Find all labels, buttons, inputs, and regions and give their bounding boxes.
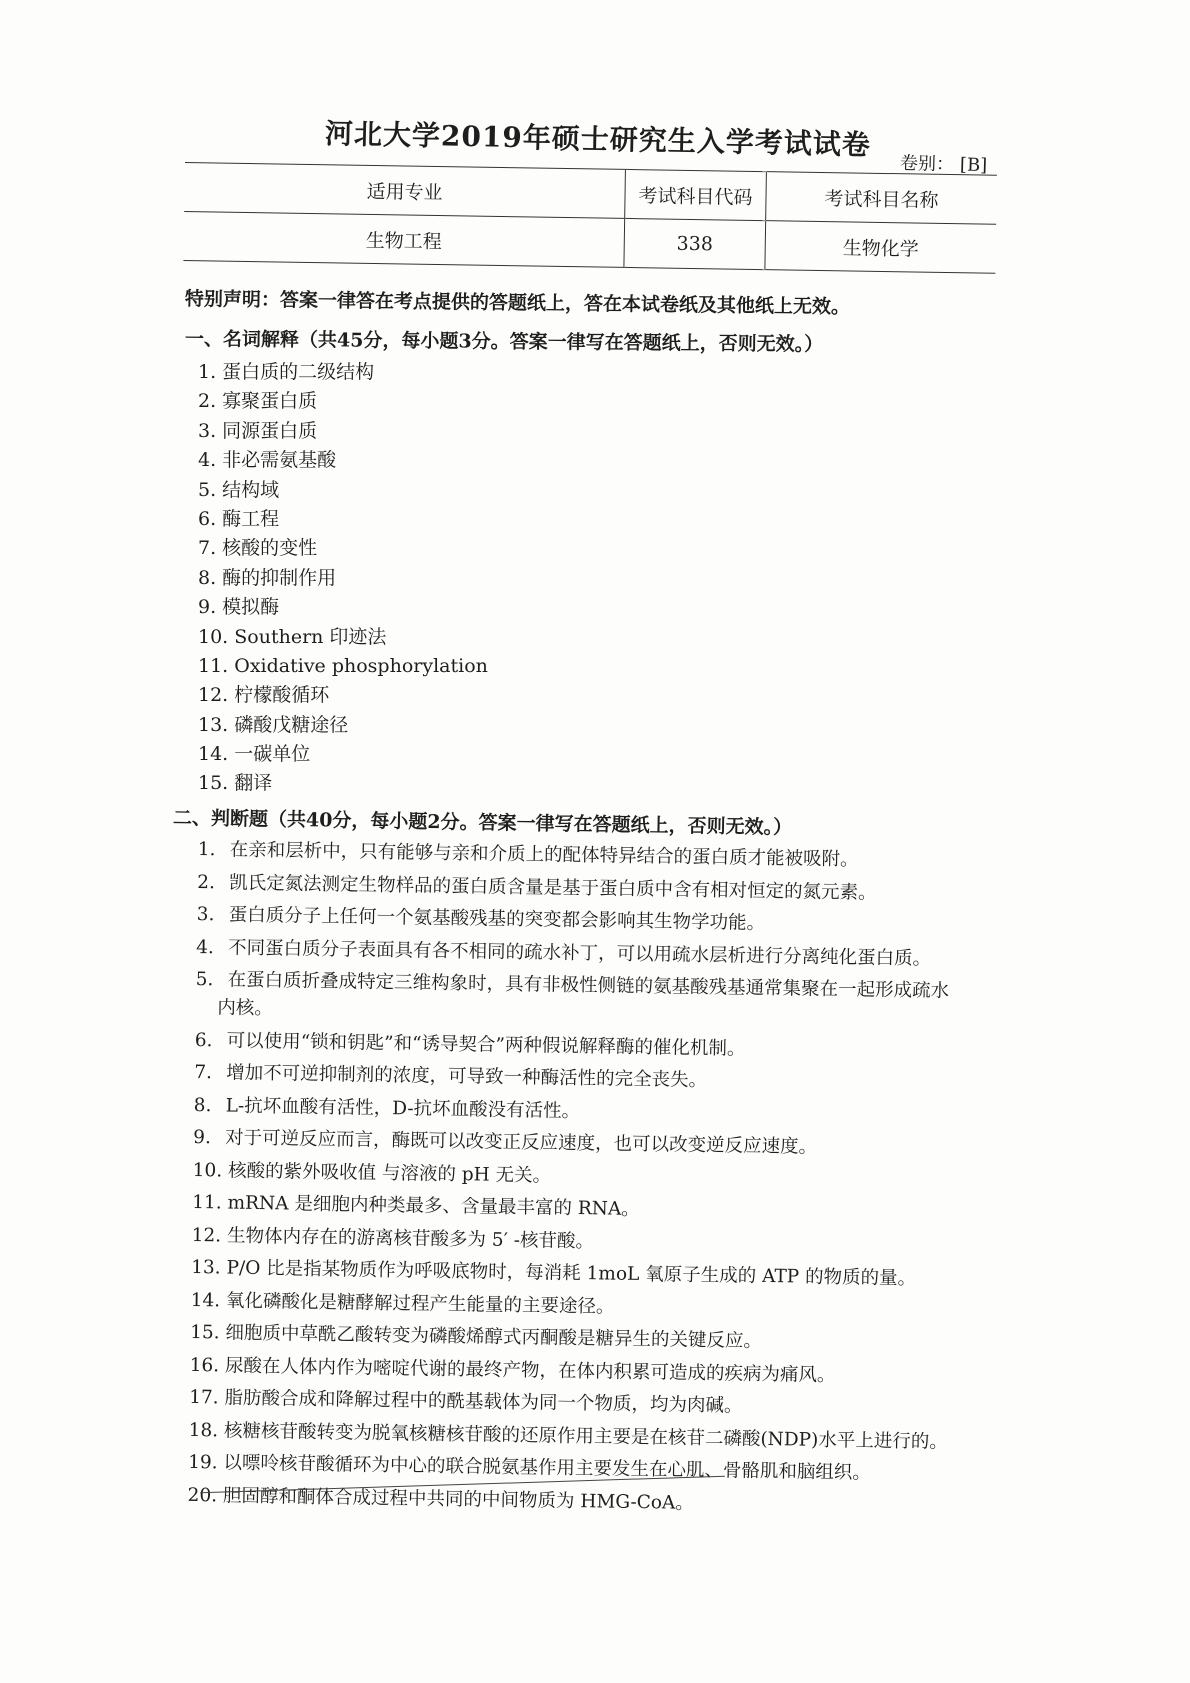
list-item: 11. Oxidative phosphorylation [198,654,488,677]
item-number: 19. [187,1451,218,1474]
item-number: 1. [197,838,216,861]
item-number: 9. [193,1126,212,1149]
exam-info-table [183,162,996,274]
item-text: 蛋白质分子上任何一个氨基酸残基的突变都会影响其生物学功能。 [228,904,766,934]
item-text: 核酸的紫外吸收值 与溶液的 pH 无关。 [227,1160,552,1187]
item-number: 7. [194,1061,213,1084]
paper-type-label: 卷别： [899,152,955,176]
item-number: 11. [192,1191,222,1214]
item-number: 8. [193,1094,212,1116]
item-number: 15. [190,1321,220,1344]
item-number: 4. [196,936,215,958]
list-item: 5. 结构域 [198,478,280,501]
item-number: 16. [189,1354,220,1376]
item-continuation: 内核。 [217,997,273,1020]
item-number: 6. [194,1029,213,1051]
paper-type-value: [B] [959,154,988,177]
judgement-list [187,836,1028,1527]
item-text: mRNA 是细胞内种类最多、含量最丰富的 RNA。 [227,1192,640,1220]
item-text: P/O 比是指某物质作为呼吸底物时，每消耗 1moL 氧原子生成的 ATP 的物质的量。 [226,1257,917,1290]
list-item: 13. 磷酸戊糖途径 [198,713,349,736]
list-item: 12. 柠檬酸循环 [198,684,330,707]
item-text: 凯氏定氮法测定生物样品的蛋白质含量是基于蛋白质中含有相对恒定的氮元素。 [228,871,877,904]
list-item: 3. 同源蛋白质 [198,419,318,442]
item-text: 在蛋白质折叠成特定三维构象时，具有非极性侧链的氨基酸残基通常集聚在一起形成疏水 [227,969,950,1002]
item-number: 2. [197,871,216,893]
list-item: 15. 翻译 [198,772,273,795]
section2-heading: 二、判断题（共40分，每小题2分。答案一律写在答题纸上，否则无效。） [172,807,793,839]
item-text: 脂肪酸合成和降解过程中的酰基载体为同一个物质，均为肉碱。 [224,1387,743,1417]
special-notice: 特别声明：答案一律答在考点提供的答题纸上，答在本试卷纸及其他纸上无效。 [184,288,851,319]
value-subject-code: 338 [624,218,766,269]
item-number: 18. [188,1419,219,1441]
item-text: 细胞质中草酰乙酸转变为磷酸烯醇式丙酮酸是糖异生的关键反应。 [225,1322,763,1352]
item-number: 13. [191,1256,221,1279]
item-text: 胆固醇和酮体合成过程中共同的中间物质为 HMG-CoA。 [222,1484,695,1514]
section1-heading: 一、名词解释（共45分，每小题3分。答案一律写在答题纸上，否则无效。） [184,328,824,356]
item-number: 17. [189,1386,219,1409]
header-subject-name: 考试科目名称 [766,172,997,225]
list-item: 8. 酶的抑制作用 [198,566,337,589]
item-text: 可以使用“锁和钥匙”和“诱导契合”两种假说解释酶的催化机制。 [226,1029,746,1060]
item-number: 20. [187,1484,218,1506]
item-text: 不同蛋白质分子表面具有各不相同的疏水补丁，可以用疏水层析进行分离纯化蛋白质。 [227,936,932,970]
list-item: 2. 寡聚蛋白质 [198,390,318,413]
item-number: 12. [191,1224,222,1246]
list-item: 6. 酶工程 [198,507,280,530]
item-text: 尿酸在人体内作为嘧啶代谢的最终产物，在体内积累可造成的疾病为痛风。 [224,1354,836,1386]
item-text: 在亲和层析中，只有能够与亲和介质上的配体特异结合的蛋白质才能被吸附。 [229,839,859,871]
item-text: 增加不可逆抑制剂的浓度，可导致一种酶活性的完全丧失。 [226,1062,708,1092]
list-item: 4. 非必需氨基酸 [198,449,337,472]
list-item [195,966,1026,1035]
item-text: 以嘌呤核苷酸循环为中心的联合脱氨基作用主要发生在心肌、骨骼肌和脑组织。 [223,1452,872,1484]
terms-list [198,358,488,799]
item-number: 5. [195,968,214,991]
item-text: 对于可逆反应而言，酶既可以改变正反应速度，也可以改变逆反应速度。 [224,1127,818,1158]
header-subject-code: 考试科目代码 [625,169,767,220]
item-number: 14. [190,1289,221,1311]
list-item: 10. Southern 印迹法 [198,625,387,648]
list-item: 9. 模拟酶 [198,596,280,619]
list-item: 1. 蛋白质的二级结构 [198,361,375,383]
item-number: 10. [192,1159,223,1181]
item-text: 生物体内存在的游离核苷酸多为 5′ -核苷酸。 [226,1225,595,1252]
item-number: 3. [196,903,215,926]
header-major: 适用专业 [184,162,625,218]
list-item: 14. 一碳单位 [198,743,311,766]
item-text: 氧化磷酸化是糖酵解过程产生能量的主要途径。 [225,1289,615,1318]
exam-title: 河北大学2019年硕士研究生入学考试试卷 [324,117,872,162]
value-major: 生物工程 [183,211,624,267]
list-item: 7. 核酸的变性 [198,537,318,560]
item-text: 核糖核苷酸转变为脱氧核糖核苷酸的还原作用主要是在核苷二磷酸(NDP)水平上进行的。 [223,1419,948,1453]
value-subject-name: 生物化学 [765,221,996,274]
item-text: L-抗坏血酸有活性，D-抗坏血酸没有活性。 [225,1094,581,1122]
